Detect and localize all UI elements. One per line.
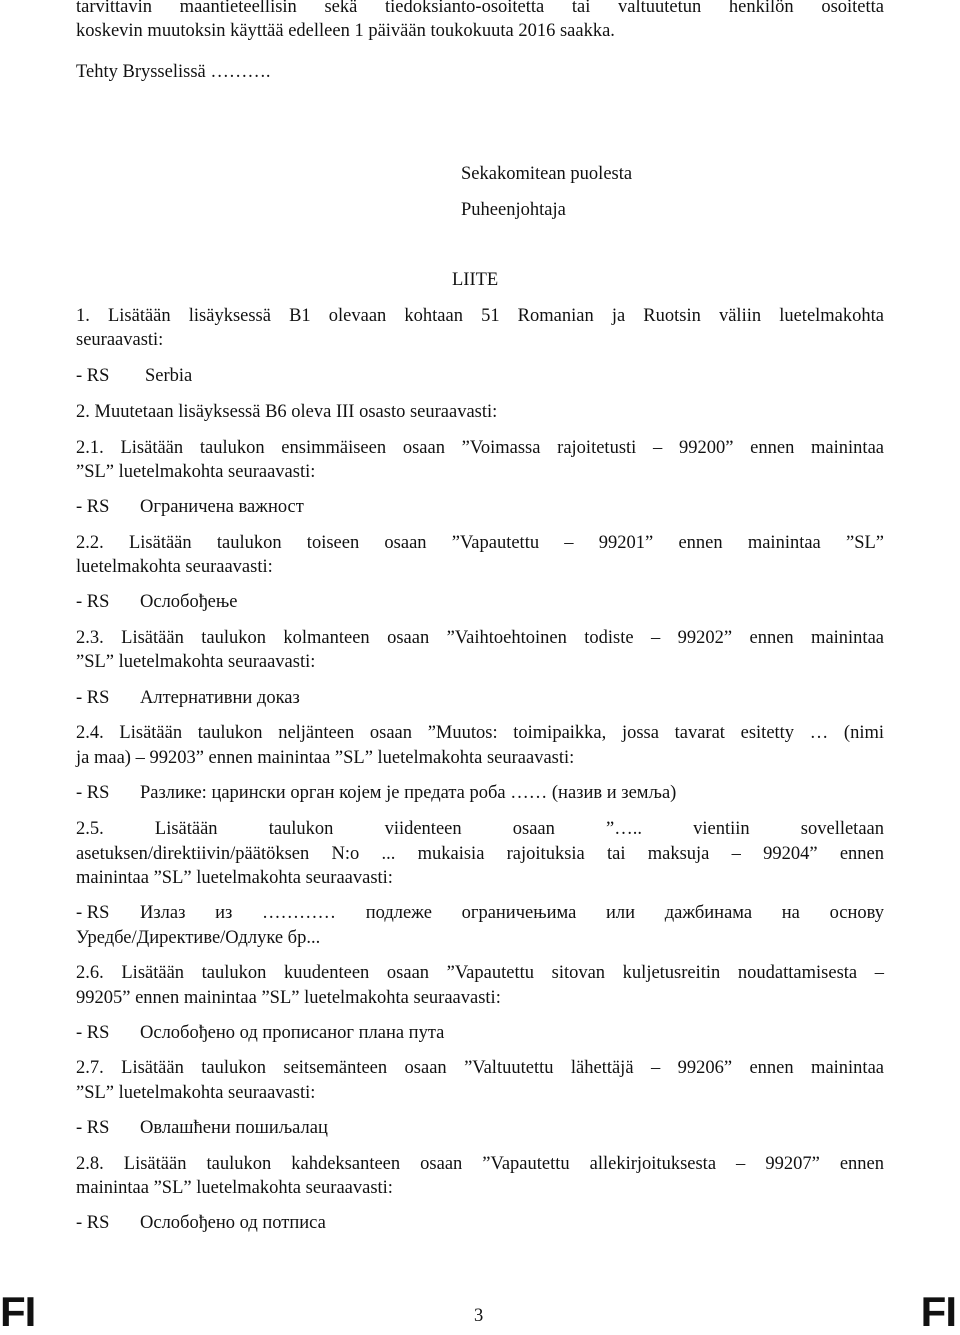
item-2-6-line-1: 2.6. Lisätään taulukon kuudenteen osaan ”Vapautettu sitovan kuljetusreitin noudattamisesta – bbox=[76, 963, 884, 983]
item-2-5-value-line-2: Уредбе/Директиве/Одлуке бр... bbox=[76, 928, 321, 948]
item-2-5-code: - RS bbox=[76, 903, 110, 923]
item-2-7-code: - RS bbox=[76, 1118, 110, 1138]
item-2-1-line-1: 2.1. Lisätään taulukon ensimmäiseen osaan ”Voimassa rajoitetusti – 99200” ennen mainintaa bbox=[76, 438, 884, 458]
item-2-3-line-2: ”SL” luetelmakohta seuraavasti: bbox=[76, 652, 316, 672]
signature-line-1: Sekakomitean puolesta bbox=[461, 164, 633, 184]
item-2-1-line-2: ”SL” luetelmakohta seuraavasti: bbox=[76, 462, 316, 482]
item-1-line-1: 1. Lisätään lisäyksessä B1 olevaan kohtaan 51 Romanian ja Ruotsin väliin luetelmakohta bbox=[76, 306, 884, 326]
signature-line-2: Puheenjohtaja bbox=[461, 200, 566, 220]
item-2-2-value: Ослобођење bbox=[140, 592, 238, 612]
item-2-5-line-2: asetuksen/direktiivin/päätöksen N:o ... mukaisia rajoituksia tai maksuja – 99204” ennen bbox=[76, 844, 884, 864]
item-2-8-code: - RS bbox=[76, 1213, 110, 1233]
item-2-3-code: - RS bbox=[76, 688, 110, 708]
item-1-line-2: seuraavasti: bbox=[76, 330, 164, 350]
item-2-5-line-1: 2.5. Lisätään taulukon viidenteen osaan ”….. vientiin sovelletaan bbox=[76, 819, 884, 839]
item-2-6-line-2: 99205” ennen mainintaa ”SL” luetelmakohta seuraavasti: bbox=[76, 988, 501, 1008]
annex-title: LIITE bbox=[452, 270, 499, 290]
item-2-line: 2. Muutetaan lisäyksessä B6 oleva III osasto seuraavasti: bbox=[76, 402, 498, 422]
item-2-5-line-3: mainintaa ”SL” luetelmakohta seuraavasti: bbox=[76, 868, 393, 888]
page-number: 3 bbox=[474, 1306, 484, 1326]
item-2-4-line-1: 2.4. Lisätään taulukon neljänteen osaan ”Muutos: toimipaikka, jossa tavarat esitetty … (nimi bbox=[76, 723, 884, 743]
item-2-7-line-1: 2.7. Lisätään taulukon seitsemänteen osaan ”Valtuutettu lähettäjä – 99206” ennen mainintaa bbox=[76, 1058, 884, 1078]
item-2-8-line-1: 2.8. Lisätään taulukon kahdeksanteen osaan ”Vapautettu allekirjoituksesta – 99207” ennen bbox=[76, 1154, 884, 1174]
place-line: Tehty Brysselissä ………. bbox=[76, 62, 271, 82]
item-2-5-value-line-1: Излаз из ………… подлеже ограничењима или дажбинама на основу bbox=[140, 903, 884, 923]
item-2-8-value: Ослобођено од потписа bbox=[140, 1213, 326, 1233]
item-2-3-value: Алтернативни доказ bbox=[140, 688, 300, 708]
item-2-1-code: - RS bbox=[76, 497, 110, 517]
item-2-4-line-2: ja maa) – 99203” ennen mainintaa ”SL” luetelmakohta seuraavasti: bbox=[76, 748, 575, 768]
intro-line-1: tarvittavin maantieteellisin sekä tiedoksianto-osoitetta tai valtuutetun henkilön osoitetta bbox=[76, 0, 884, 17]
intro-line-2: koskevin muutoksin käyttää edelleen 1 päivään toukokuuta 2016 saakka. bbox=[76, 21, 615, 41]
item-2-3-line-1: 2.3. Lisätään taulukon kolmanteen osaan ”Vaihtoehtoinen todiste – 99202” ennen mainintaa bbox=[76, 628, 884, 648]
item-2-6-code: - RS bbox=[76, 1023, 110, 1043]
item-2-1-value: Ограничена важност bbox=[140, 497, 304, 517]
item-1-code: - RS bbox=[76, 366, 110, 386]
item-2-2-code: - RS bbox=[76, 592, 110, 612]
item-2-2-line-2: luetelmakohta seuraavasti: bbox=[76, 557, 273, 577]
item-2-7-value: Овлашћени пошиљалац bbox=[140, 1118, 328, 1138]
item-2-4-value: Разлике: царински орган којем је предата роба …… (назив и земља) bbox=[140, 783, 677, 803]
item-1-value: Serbia bbox=[145, 366, 193, 386]
footer-language-left: FI bbox=[0, 1288, 36, 1335]
item-2-2-line-1: 2.2. Lisätään taulukon toiseen osaan ”Vapautettu – 99201” ennen mainintaa ”SL” bbox=[76, 533, 884, 553]
item-2-7-line-2: ”SL” luetelmakohta seuraavasti: bbox=[76, 1083, 316, 1103]
item-2-4-code: - RS bbox=[76, 783, 110, 803]
item-2-6-value: Ослобођено од прописаног плана пута bbox=[140, 1023, 445, 1043]
footer-language-right: FI bbox=[920, 1288, 956, 1335]
item-2-8-line-2: mainintaa ”SL” luetelmakohta seuraavasti: bbox=[76, 1178, 393, 1198]
